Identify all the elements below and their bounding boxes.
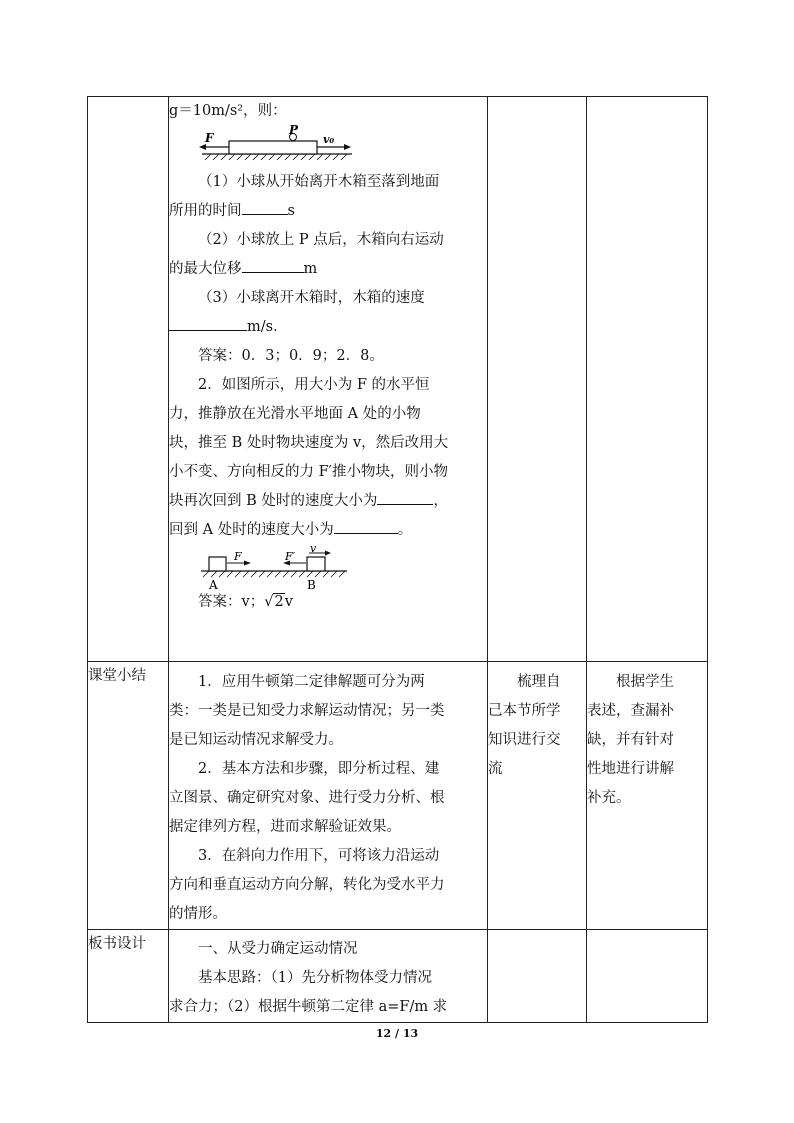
question-3a: （3）小球离开木箱时，木箱的速度 xyxy=(198,290,425,306)
summary-line: 1．应用牛顿第二定律解题可分为两 xyxy=(198,674,425,690)
summary-line: 类：一类是已知受力求解运动情况；另一类 xyxy=(169,703,445,719)
student-activity-cell xyxy=(488,662,587,930)
punctuation: ， xyxy=(433,493,448,509)
problem-2-line2: 力，推静放在光滑水平地面 A 处的小物 xyxy=(169,406,421,422)
student-cell xyxy=(488,930,587,1023)
teacher-line: 补充。 xyxy=(587,790,631,806)
table-row xyxy=(88,930,708,1023)
board-content-cell xyxy=(169,930,488,1023)
teacher-line: 根据学生 xyxy=(616,674,674,690)
problem-2-line4: 小不变、方向相反的力 F′推小物块，则小物 xyxy=(169,464,448,480)
content-cell xyxy=(169,97,488,662)
lesson-plan-table xyxy=(87,96,708,1023)
right-arrow-icon xyxy=(325,551,331,556)
summary-line: 据定律列方程，进而求解验证效果。 xyxy=(169,819,401,835)
answer-blank xyxy=(169,316,247,331)
punctuation: 。 xyxy=(397,522,413,538)
question-3b xyxy=(169,313,487,342)
answer-blank xyxy=(242,258,304,273)
answer-blank xyxy=(334,519,398,534)
label-B: B xyxy=(307,578,316,592)
label-A: A xyxy=(209,578,218,592)
student-line: 梳理自 xyxy=(517,674,561,690)
page-number: 12 / 13 xyxy=(375,1027,419,1040)
problem-2-line3: 块，推至 B 处时物块速度为 v，然后改用大 xyxy=(169,435,449,451)
summary-line: 立图景、确定研究对象、进行受力分析、根 xyxy=(169,790,445,806)
table-row xyxy=(88,97,708,662)
problem-2-line6-text: 回到 A 处时的速度大小为 xyxy=(169,522,334,538)
label-F-prime: F′ xyxy=(285,550,296,563)
unit: m/s． xyxy=(247,319,288,335)
unit: m xyxy=(303,261,318,277)
wooden-box xyxy=(229,141,317,154)
radicand: 2 xyxy=(274,594,284,610)
label-cell xyxy=(88,97,169,662)
teacher-cell xyxy=(587,97,708,662)
table-row xyxy=(88,662,708,930)
problem-2-line6 xyxy=(169,516,487,545)
answer-blank xyxy=(377,490,433,505)
board-line: 基本思路：（1）先分析物体受力情况 xyxy=(198,970,432,986)
label-F: F xyxy=(205,131,214,145)
summary-line: 方向和垂直运动方向分解，转化为受水平力 xyxy=(169,877,445,893)
summary-line: 3．在斜向力作用下，可将该力沿运动 xyxy=(198,848,440,864)
row-label-summary: 课堂小结 xyxy=(88,662,169,930)
question-1a: （1）小球从开始离开木箱至落到地面 xyxy=(198,174,440,190)
teacher-cell xyxy=(587,930,708,1023)
student-line: 流 xyxy=(488,761,503,777)
unit: s xyxy=(287,203,295,219)
answer-2-suffix: v xyxy=(284,594,293,610)
teacher-activity-cell xyxy=(587,662,708,930)
block-at-B xyxy=(307,557,325,571)
student-line: 己本节所学 xyxy=(488,703,561,719)
summary-line: 2．基本方法和步骤，即分析过程、建 xyxy=(198,761,440,777)
problem-2-line5-text: 块再次回到 B 处时的速度大小为 xyxy=(169,493,378,509)
question-2a: （2）小球放上 P 点后，木箱向右运动 xyxy=(198,232,444,248)
summary-content-cell xyxy=(169,662,488,930)
block-at-A xyxy=(209,557,226,571)
summary-line: 的情形。 xyxy=(169,906,227,922)
question-2b-text: 的最大位移 xyxy=(169,261,242,277)
question-2b xyxy=(169,255,487,284)
summary-line: 是已知运动情况求解受力。 xyxy=(169,732,343,748)
answer-blank xyxy=(242,200,288,215)
label-P: P xyxy=(289,123,299,137)
answer-2-prefix: 答案：v； xyxy=(198,594,265,610)
student-cell xyxy=(488,97,587,662)
sqrt-expression: √2 xyxy=(264,594,284,610)
label-v: v xyxy=(310,542,317,555)
teacher-line: 缺，并有针对 xyxy=(587,732,674,748)
box-ball-figure xyxy=(197,123,357,162)
teacher-line: 表述，查漏补 xyxy=(587,703,674,719)
answer-1: 答案：0．3；0．9；2．8。 xyxy=(198,348,384,364)
problem-2-line1: 2．如图所示，用大小为 F 的水平恒 xyxy=(198,377,430,393)
problem-2-line5 xyxy=(169,487,487,516)
board-line: 一、从受力确定运动情况 xyxy=(198,941,358,957)
row-label-board: 板书设计 xyxy=(88,930,169,1023)
question-1b-text: 所用的时间 xyxy=(169,203,242,219)
right-arrow-icon xyxy=(344,144,351,150)
board-line: 求合力；（2）根据牛顿第二定律 a=F/m 求 xyxy=(169,999,448,1015)
label-F: F xyxy=(234,550,242,563)
student-line: 知识进行交 xyxy=(488,732,561,748)
block-motion-figure xyxy=(197,542,357,592)
answer-2 xyxy=(169,591,487,613)
problem-intro: g＝10m/s²，则： xyxy=(169,103,287,119)
teacher-line: 性地进行讲解 xyxy=(587,761,674,777)
question-1b xyxy=(169,197,487,226)
right-arrow-icon xyxy=(244,561,251,566)
label-v0: v₀ xyxy=(323,133,335,146)
